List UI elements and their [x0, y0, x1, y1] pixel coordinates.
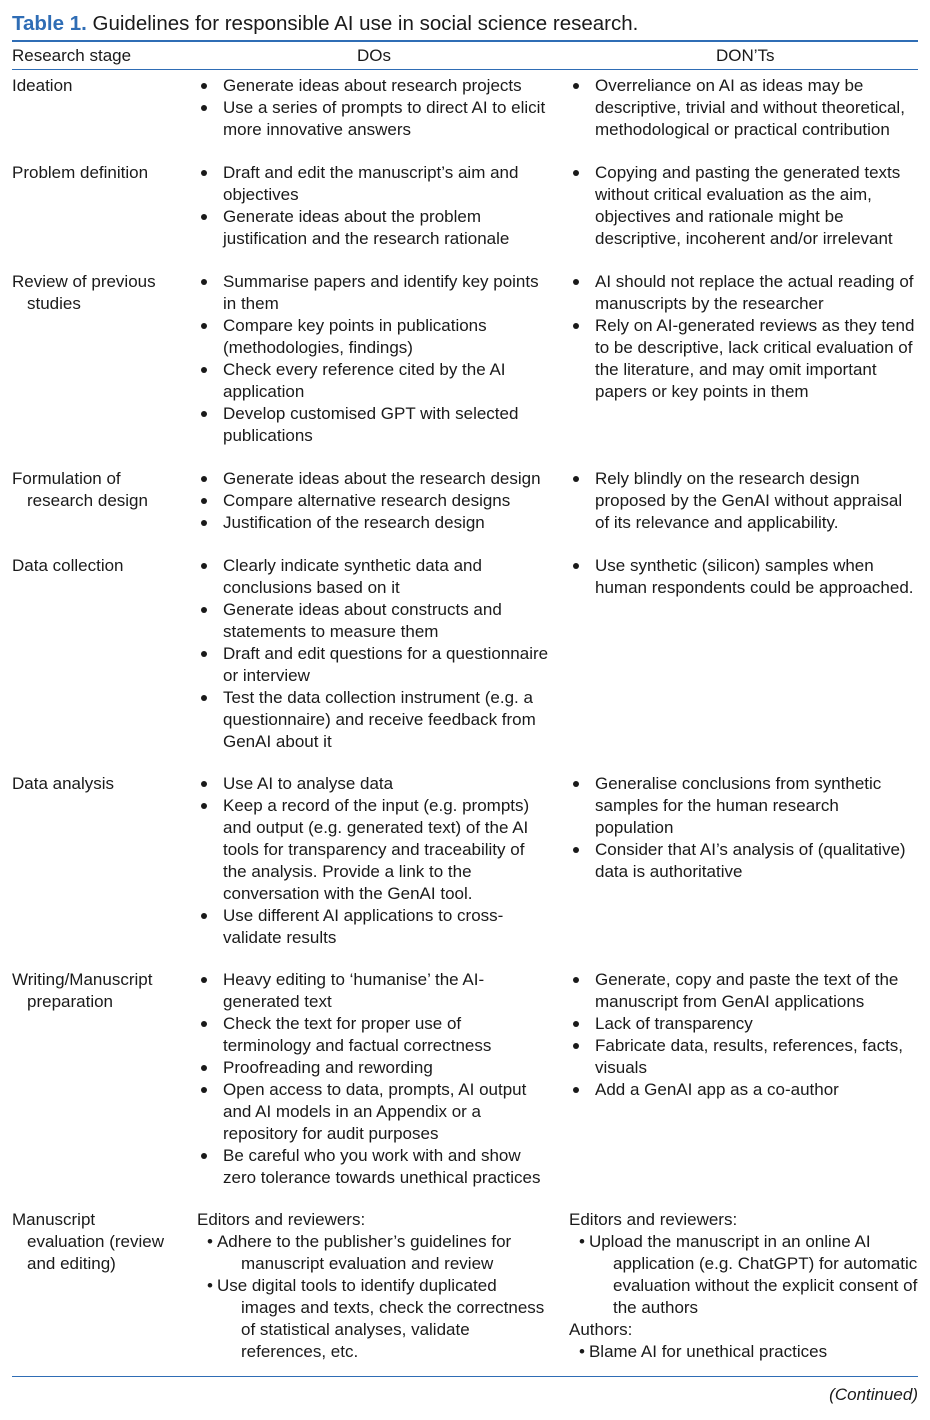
continued-note: (Continued) — [829, 1385, 918, 1404]
bullet-item: • Upload the manuscript in an online AI application (e.g. ChatGPT) for automatic evaluation without the explicit consent of the authors — [569, 1231, 921, 1319]
bullet-list — [569, 1231, 921, 1319]
bullet-item: Proofreading and rewording — [197, 1057, 552, 1079]
group-heading: Authors: — [569, 1320, 633, 1339]
bullet-list — [569, 162, 921, 250]
table-caption — [12, 10, 638, 38]
donts-cell — [569, 468, 921, 534]
research-stage-line: preparation — [27, 992, 114, 1011]
bullet-item: Heavy editing to ‘humanise’ the AI-generated text — [197, 969, 552, 1013]
bullet-item: Draft and edit questions for a questionnaire or interview — [197, 643, 552, 687]
top-rule — [12, 40, 918, 42]
donts-cell — [569, 271, 921, 403]
bullet-item: Lack of transparency — [569, 1013, 921, 1035]
research-stage-line: Review of previous — [12, 272, 156, 291]
bullet-item: Be careful who you work with and show zero tolerance towards unethical practices — [197, 1145, 552, 1189]
research-stage-line: Ideation — [12, 76, 73, 95]
bullet-item: Justification of the research design — [197, 512, 552, 534]
research-stage-line: Writing/Manuscript — [12, 970, 153, 989]
header-dos: DOs — [357, 46, 391, 65]
research-stage-cell — [12, 555, 187, 577]
donts-cell — [569, 969, 921, 1101]
research-stage-line: Problem definition — [12, 163, 149, 182]
donts-cell — [569, 555, 921, 599]
bullet-item: Fabricate data, results, references, facts, visuals — [569, 1035, 921, 1079]
table-label: Table 1. — [12, 12, 87, 35]
bullet-list — [197, 75, 552, 141]
bullet-list — [569, 555, 921, 599]
dos-cell — [197, 468, 552, 534]
dos-cell — [197, 773, 552, 949]
header-research-stage: Research stage — [12, 46, 132, 65]
bullet-list — [197, 969, 552, 1189]
research-stage-cell — [12, 162, 187, 184]
research-stage-cell — [12, 75, 187, 97]
bullet-item: Clearly indicate synthetic data and conclusions based on it — [197, 555, 552, 599]
bullet-list — [569, 468, 921, 534]
bullet-item: Use different AI applications to cross-validate results — [197, 905, 552, 949]
bullet-item: Check the text for proper use of terminology and factual correctness — [197, 1013, 552, 1057]
bullet-item: • Blame AI for unethical practices — [569, 1341, 921, 1363]
bullet-item: Rely on AI-generated reviews as they tend to be descriptive, lack critical evaluation of the literature, and may omit important papers or key points in them — [569, 315, 921, 403]
bullet-list — [197, 271, 552, 447]
research-stage-cell — [12, 1209, 187, 1275]
bullet-item: • Use digital tools to identify duplicated images and texts, check the correctness of statistical analyses, validate references, etc. — [197, 1275, 552, 1363]
bullet-item: Use synthetic (silicon) samples when human respondents could be approached. — [569, 555, 921, 599]
bullet-item: Generate ideas about constructs and statements to measure them — [197, 599, 552, 643]
table-title: Guidelines for responsible AI use in social science research. — [92, 12, 639, 35]
bullet-list — [569, 773, 921, 883]
bullet-item: Develop customised GPT with selected publications — [197, 403, 552, 447]
bullet-item: Rely blindly on the research design proposed by the GenAI without appraisal of its relevance and applicability. — [569, 468, 921, 534]
bottom-rule — [12, 1376, 918, 1377]
bullet-list — [569, 271, 921, 403]
research-stage-line: evaluation (review — [27, 1232, 165, 1251]
bullet-item: Keep a record of the input (e.g. prompts) and output (e.g. generated text) of the AI tools for transparency and traceability of the analysis. Provide a link to the conversation with the GenAI tool. — [197, 795, 552, 905]
bullet-item: Generate, copy and paste the text of the manuscript from GenAI applications — [569, 969, 921, 1013]
bullet-item: Copying and pasting the generated texts without critical evaluation as the aim, objectives and rationale might be descriptive, incoherent and/or irrelevant — [569, 162, 921, 250]
dos-cell — [197, 75, 552, 141]
group-heading: Editors and reviewers: — [197, 1210, 366, 1229]
dos-cell — [197, 162, 552, 250]
bullet-list — [569, 75, 921, 141]
donts-cell — [569, 162, 921, 250]
research-stage-cell — [12, 969, 187, 1013]
research-stage-line: studies — [27, 294, 81, 313]
dos-cell — [197, 555, 552, 753]
bullet-list — [569, 969, 921, 1101]
bullet-item: Generate ideas about the research design — [197, 468, 552, 490]
research-stage-line: research design — [27, 491, 148, 510]
bullet-item: Overreliance on AI as ideas may be descriptive, trivial and without theoretical, methodological or practical contribution — [569, 75, 921, 141]
research-stage-line: Manuscript — [12, 1210, 96, 1229]
bullet-item: Test the data collection instrument (e.g. a questionnaire) and receive feedback from GenAI about it — [197, 687, 552, 753]
donts-cell — [569, 773, 921, 883]
research-stage-line: and editing) — [27, 1254, 116, 1273]
dos-cell — [197, 969, 552, 1189]
research-stage-cell — [12, 468, 187, 512]
bullet-list — [197, 468, 552, 534]
dos-cell — [197, 271, 552, 447]
bullet-item: Draft and edit the manuscript’s aim and objectives — [197, 162, 552, 206]
header-donts: DON’Ts — [716, 46, 775, 65]
bullet-item: Compare alternative research designs — [197, 490, 552, 512]
group-heading: Editors and reviewers: — [569, 1210, 738, 1229]
bullet-item: Consider that AI’s analysis of (qualitative) data is authoritative — [569, 839, 921, 883]
bullet-item: Summarise papers and identify key points in them — [197, 271, 552, 315]
research-stage-line: Data collection — [12, 556, 124, 575]
bullet-item: Check every reference cited by the AI application — [197, 359, 552, 403]
bullet-list — [197, 555, 552, 753]
bullet-item: Use AI to analyse data — [197, 773, 552, 795]
dos-cell — [197, 1209, 552, 1363]
bullet-item: AI should not replace the actual reading of manuscripts by the researcher — [569, 271, 921, 315]
bullet-item: Compare key points in publications (methodologies, findings) — [197, 315, 552, 359]
donts-cell — [569, 1209, 921, 1363]
bullet-item: • Adhere to the publisher’s guidelines for manuscript evaluation and review — [197, 1231, 552, 1275]
bullet-list — [569, 1341, 921, 1363]
bullet-item: Generate ideas about research projects — [197, 75, 552, 97]
research-stage-cell — [12, 773, 187, 795]
bullet-item: Open access to data, prompts, AI output and AI models in an Appendix or a repository for audit purposes — [197, 1079, 552, 1145]
bullet-item: Add a GenAI app as a co-author — [569, 1079, 921, 1101]
bullet-list — [197, 162, 552, 250]
bullet-item: Generalise conclusions from synthetic samples for the human research population — [569, 773, 921, 839]
research-stage-cell — [12, 271, 187, 315]
research-stage-line: Formulation of — [12, 469, 121, 488]
research-stage-line: Data analysis — [12, 774, 115, 793]
header-rule — [12, 69, 918, 70]
donts-cell — [569, 75, 921, 141]
bullet-list — [197, 1231, 552, 1363]
bullet-item: Generate ideas about the problem justification and the research rationale — [197, 206, 552, 250]
bullet-item: Use a series of prompts to direct AI to elicit more innovative answers — [197, 97, 552, 141]
bullet-list — [197, 773, 552, 949]
